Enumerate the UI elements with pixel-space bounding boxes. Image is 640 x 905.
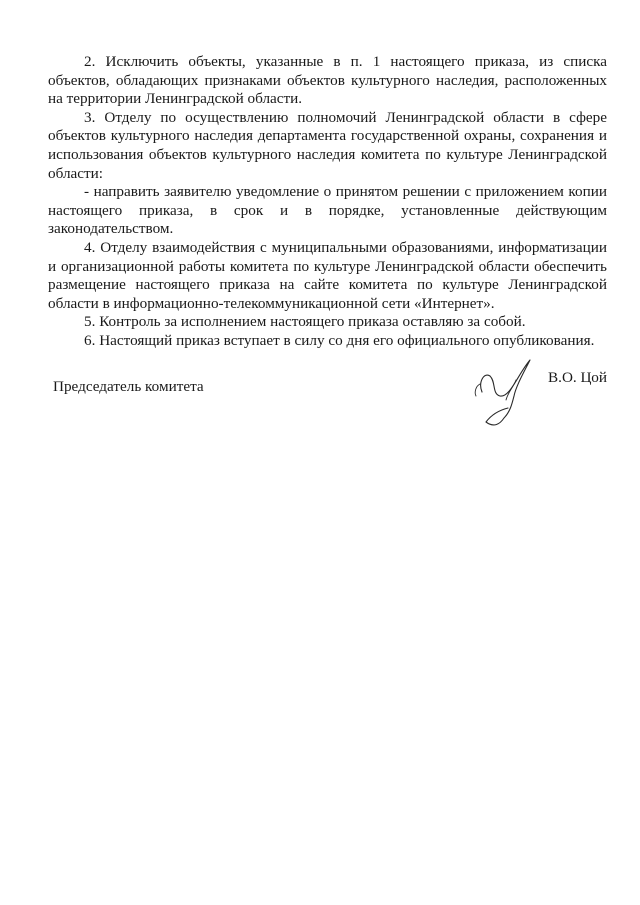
paragraph-5: 5. Контроль за исполнением настоящего приказа оставляю за собой. xyxy=(84,313,526,331)
paragraph-3-subitem: - направить заявителю уведомление о принятом решении с приложением копии настоящего приказа, в срок и в порядке, установленные действующим законодательством. xyxy=(48,183,607,238)
signatory-title: Председатель комитета xyxy=(53,378,204,395)
document-body xyxy=(48,53,607,351)
paragraph-6: 6. Настоящий приказ вступает в силу со дня его официального опубликования. xyxy=(84,331,595,349)
paragraph-2: 2. Исключить объекты, указанные в п. 1 настоящего приказа, из списка объектов, обладающих признаками объектов культурного наследия, расположенных на территории Ленинградской области. xyxy=(48,53,607,108)
paragraph-4: 4. Отделу взаимодействия с муниципальными образованиями, информатизации и организационной работы комитета по культуре Ленинградской области обеспечить размещение настоящего приказа на сайте комитета по культуре Ленинградской области в информационно-телекоммуникационной сети «Интернет». xyxy=(48,238,607,312)
handwritten-signature xyxy=(470,352,545,432)
signatory-name: В.О. Цой xyxy=(548,369,607,386)
paragraph-3: 3. Отделу по осуществлению полномочий Ленинградской области в сфере объектов культурного наследия департамента государственной охраны, сохранения и использования объектов культурного наследия комитета по культуре Ленинградской области: xyxy=(48,108,607,182)
